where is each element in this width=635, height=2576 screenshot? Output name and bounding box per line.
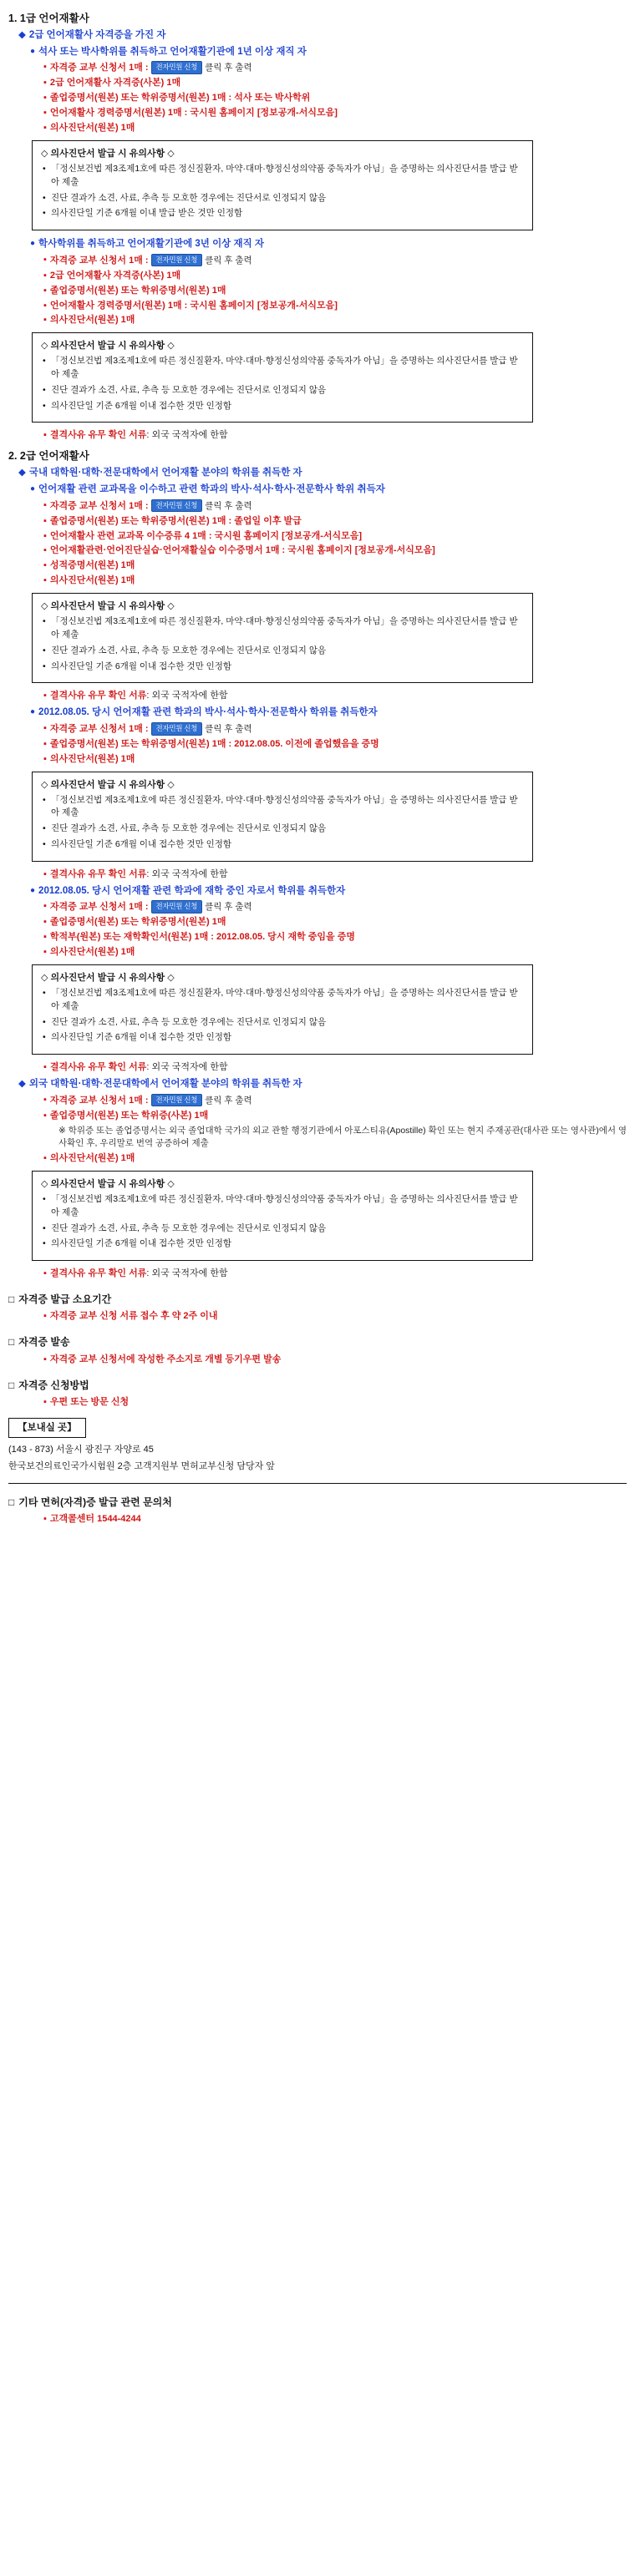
notice-item: • 의사진단일 기준 6개월 이내 접수한 것만 인정함 (41, 1237, 524, 1251)
doctor-certificate-notice-box (32, 1171, 533, 1261)
subsection-heading: ◆ 국내 대학원·대학·전문대학에서 언어재활 분야의 학위를 취득한 자 (18, 466, 635, 480)
group-heading: ● 석사 또는 박사학위를 취득하고 언어재활기관에 1년 이상 재직 자 (30, 46, 307, 57)
square-bullet-icon: ▪ (43, 1268, 47, 1278)
requirement-item: ▪ 의사진단서(원본) 1매 (43, 122, 635, 135)
square-bullet-icon: ▪ (43, 560, 47, 571)
requirement-item: ▪ 성적증명서(원본) 1매 (43, 559, 635, 573)
square-bullet-icon: ▪ (43, 123, 47, 134)
requirement-item: ▪ 의사진단서(원본) 1매 (43, 574, 635, 588)
square-bullet-icon: ▪ (43, 738, 47, 749)
circle-bullet-icon: ● (30, 707, 36, 717)
requirement-item: ▪ 자격증 교부 신청서 1매 : 전자민원 신청 클릭 후 출력 (43, 1094, 252, 1106)
footer-section-heading: □ 자격증 발송 (8, 1335, 635, 1349)
square-bullet-icon: ▪ (43, 300, 47, 311)
disqualification-note: ▪ 결격사유 유무 확인 서류: 외국 국적자에 한함 (43, 1268, 635, 1281)
requirement-item: ▪ 자격증 교부 신청서 1매 : 전자민원 신청 클릭 후 출력 (43, 62, 252, 73)
footer-item: ▪ 자격증 교부 신청서에 작성한 주소지로 개별 등기우편 발송 (43, 1354, 635, 1367)
square-outline-icon: □ (8, 1336, 15, 1349)
apostille-note: ※ 학위증 또는 졸업증명서는 외국 졸업대학 국가의 외교 관할 행정기관에서 아포스티유(Apostille) 확인 또는 현지 주재공관(대사관 또는 영사관)에서 영사확인 후, 우리말로 번역 공증하여 제출 (58, 1125, 627, 1149)
requirement-item: ▪ 언어재활사 관련 교과목 이수증류 4 1매 : 국시원 홈페이지 [정보공개-서식모음] (43, 530, 635, 544)
square-bullet-icon: ▪ (43, 545, 47, 556)
requirement-item: ▪ 의사진단서(원본) 1매 (43, 1152, 635, 1166)
diamond-bullet-icon: ◆ (18, 30, 26, 40)
square-bullet-icon: ▪ (43, 575, 47, 586)
mailing-address-block (8, 1418, 635, 1475)
square-bullet-icon: ▪ (43, 932, 47, 943)
circle-bullet-icon: ● (30, 239, 36, 249)
notice-item: • 의사진단일 기준 6개월 이내 발급 받은 것만 인정함 (41, 207, 524, 220)
contact-item: ▪ 고객콜센터 1544-4244 (43, 1513, 635, 1526)
notice-item: • 「정신보건법 제3조제1호에 따른 정신질환자, 마약·대마·향정신성의약품 중독자가 아님」을 증명하는 의사진단서를 발급 받아 제출 (41, 163, 524, 190)
notice-item: • 「정신보건법 제3조제1호에 따른 정신질환자, 마약·대마·향정신성의약품 중독자가 아님」을 증명하는 의사진단서를 발급 받아 제출 (41, 355, 524, 382)
requirement-item: ▪ 자격증 교부 신청서 1매 : 전자민원 신청 클릭 후 출력 (43, 722, 252, 734)
disqualification-note: ▪ 결격사유 유무 확인 서류: 외국 국적자에 한함 (43, 868, 635, 882)
requirement-item: ▪ 졸업증명서(원본) 또는 학위증(사본) 1매 (43, 1110, 635, 1123)
notice-item: • 의사진단일 기준 6개월 이내 접수한 것만 인정함 (41, 1031, 524, 1045)
square-bullet-icon: ▪ (43, 285, 47, 296)
square-bullet-icon: ▪ (43, 753, 47, 764)
square-bullet-icon: ▪ (43, 430, 47, 441)
requirement-item: ▪ 2급 언어재활사 자격증(사본) 1매 (43, 77, 635, 90)
square-bullet-icon: ▪ (43, 1354, 47, 1364)
eminwon-apply-button[interactable]: 전자민원 신청 (151, 900, 203, 913)
square-outline-icon: □ (8, 1293, 15, 1305)
notice-item: • 「정신보건법 제3조제1호에 따른 정신질환자, 마약·대마·향정신성의약품 중독자가 아님」을 증명하는 의사진단서를 발급 받아 제출 (41, 1193, 524, 1220)
doctor-certificate-notice-box (32, 140, 533, 230)
notice-box-title: ◇ 의사진단서 발급 시 유의사항 ◇ (41, 149, 175, 159)
disqualification-note: ▪ 결격사유 유무 확인 서류: 외국 국적자에 한함 (43, 429, 635, 443)
eminwon-apply-button[interactable]: 전자민원 신청 (151, 61, 203, 74)
requirement-item: ▪ 졸업증명서(원본) 또는 학위증명서(원본) 1매 (43, 916, 635, 929)
requirement-item: ▪ 2급 언어재활사 자격증(사본) 1매 (43, 270, 635, 283)
notice-item: • 「정신보건법 제3조제1호에 따른 정신질환자, 마약·대마·향정신성의약품 중독자가 아님」을 증명하는 의사진단서를 발급 받아 제출 (41, 987, 524, 1014)
notice-box-title: ◇ 의사진단서 발급 시 유의사항 ◇ (41, 1179, 175, 1189)
diamond-bullet-icon: ◆ (18, 468, 26, 478)
square-bullet-icon: ▪ (43, 1094, 47, 1105)
square-bullet-icon: ▪ (43, 1311, 47, 1322)
notice-item: • 의사진단일 기준 6개월 이내 접수한 것만 인정함 (41, 838, 524, 852)
notice-item: • 의사진단일 기준 6개월 이내 접수한 것만 인정함 (41, 400, 524, 413)
square-bullet-icon: ▪ (43, 78, 47, 89)
requirement-item: ▪ 의사진단서(원본) 1매 (43, 753, 635, 767)
requirement-item: ▪ 의사진단서(원본) 1매 (43, 946, 635, 959)
section-heading: 2. 2급 언어재활사 (8, 450, 89, 463)
square-bullet-icon: ▪ (43, 1153, 47, 1164)
eminwon-apply-button[interactable]: 전자민원 신청 (151, 1094, 203, 1107)
group-heading: ● 언어재활 관련 교과목을 이수하고 관련 학과의 박사·석사·학사·전문학사 학위 취득자 (30, 484, 385, 494)
requirement-item: ▪ 자격증 교부 신청서 1매 : 전자민원 신청 클릭 후 출력 (43, 254, 252, 266)
circle-bullet-icon: ● (30, 885, 36, 895)
square-bullet-icon: ▪ (43, 315, 47, 326)
eminwon-apply-button[interactable]: 전자민원 신청 (151, 499, 203, 513)
requirement-item: ▪ 학적부(원본) 또는 재학확인서(원본) 1매 : 2012.08.05. 당시 재학 중임을 증명 (43, 931, 635, 944)
square-outline-icon: □ (8, 1495, 15, 1508)
requirement-item: ▪ 졸업증명서(원본) 또는 학위증명서(원본) 1매 : 2012.08.05. 이전에 졸업했음을 증명 (43, 738, 635, 752)
notice-item: • 진단 결과가 소견, 사료, 추측 등 모호한 경우에는 진단서로 인정되지 않음 (41, 384, 524, 397)
divider (8, 1483, 627, 1484)
square-bullet-icon: ▪ (43, 270, 47, 281)
footer-section-heading: □ 자격증 발급 소요기간 (8, 1293, 635, 1307)
subsection-heading: ◆ 2급 언어재활사 자격증을 가진 자 (18, 28, 635, 43)
square-bullet-icon: ▪ (43, 868, 47, 879)
square-bullet-icon: ▪ (43, 947, 47, 958)
footer-item: ▪ 우편 또는 방문 신청 (43, 1396, 635, 1409)
square-bullet-icon: ▪ (43, 93, 47, 104)
square-bullet-icon: ▪ (43, 917, 47, 928)
doctor-certificate-notice-box (32, 593, 533, 683)
notice-item: • 진단 결과가 소견, 사료, 추측 등 모호한 경우에는 진단서로 인정되지 않음 (41, 1016, 524, 1030)
square-bullet-icon: ▪ (43, 530, 47, 541)
group-heading: ● 2012.08.05. 당시 언어재활 관련 학과의 박사·석사·학사·전문학사 학위를 취득한자 (30, 707, 378, 718)
disqualification-note: ▪ 결격사유 유무 확인 서류: 외국 국적자에 한함 (43, 690, 635, 703)
eminwon-apply-button[interactable]: 전자민원 신청 (151, 722, 203, 736)
footer-section-heading: □ 자격증 신청방법 (8, 1379, 635, 1393)
square-bullet-icon: ▪ (43, 1110, 47, 1121)
notice-item: • 진단 결과가 소견, 사료, 추측 등 모호한 경우에는 진단서로 인정되지 않음 (41, 1222, 524, 1236)
notice-box-title: ◇ 의사진단서 발급 시 유의사항 ◇ (41, 341, 175, 352)
square-bullet-icon: ▪ (43, 254, 47, 265)
disqualification-note: ▪ 결격사유 유무 확인 서류: 외국 국적자에 한함 (43, 1061, 635, 1075)
square-bullet-icon: ▪ (43, 1396, 47, 1407)
diamond-bullet-icon: ◆ (18, 1079, 26, 1090)
square-outline-icon: □ (8, 1379, 15, 1391)
notice-item: • 의사진단일 기준 6개월 이내 접수한 것만 인정함 (41, 660, 524, 674)
notice-box-title: ◇ 의사진단서 발급 시 유의사항 ◇ (41, 779, 175, 790)
notice-box-title: ◇ 의사진단서 발급 시 유의사항 ◇ (41, 973, 175, 984)
requirement-item: ▪ 졸업증명서(원본) 또는 학위증명서(원본) 1매 (43, 285, 635, 298)
square-bullet-icon: ▪ (43, 515, 47, 526)
group-heading: ● 2012.08.05. 당시 언어재활 관련 학과에 재학 중인 자로서 학위를 취득한자 (30, 885, 346, 896)
square-bullet-icon: ▪ (43, 1513, 47, 1524)
requirement-item: ▪ 의사진단서(원본) 1매 (43, 314, 635, 327)
notice-box-title: ◇ 의사진단서 발급 시 유의사항 ◇ (41, 601, 175, 612)
square-bullet-icon: ▪ (43, 499, 47, 510)
doctor-certificate-notice-box (32, 332, 533, 423)
notice-item: • 「정신보건법 제3조제1호에 따른 정신질환자, 마약·대마·향정신성의약품 중독자가 아님」을 증명하는 의사진단서를 발급 받아 제출 (41, 615, 524, 642)
requirement-item: ▪ 언어재활사 경력증명서(원본) 1매 : 국시원 홈페이지 [정보공개-서식모음] (43, 300, 635, 313)
mailing-address-title: 【보내실 곳】 (8, 1418, 86, 1438)
mailing-address-line: 한국보건의료인국가시험원 2층 고객지원부 면허교부신청 담당자 앞 (8, 1460, 275, 1471)
square-bullet-icon: ▪ (43, 62, 47, 73)
notice-item: • 진단 결과가 소견, 사료, 추측 등 모호한 경우에는 진단서로 인정되지 않음 (41, 192, 524, 205)
requirement-item: ▪ 자격증 교부 신청서 1매 : 전자민원 신청 클릭 후 출력 (43, 499, 252, 511)
doctor-certificate-notice-box (32, 772, 533, 862)
footer-item: ▪ 자격증 교부 신청 서류 접수 후 약 2주 이내 (43, 1310, 635, 1323)
requirement-item: ▪ 언어재활관련·언어진단실습·언어재활실습 이수증명서 1매 : 국시원 홈페이지 [정보공개-서식모음] (43, 544, 635, 558)
footer-section-heading: □ 기타 면허(자격)증 발급 관련 문의처 (8, 1495, 635, 1510)
requirement-item: ▪ 졸업증명서(원본) 또는 학위증명서(원본) 1매 : 졸업일 이후 발급 (43, 515, 635, 529)
square-bullet-icon: ▪ (43, 901, 47, 912)
notice-item: • 진단 결과가 소견, 사료, 추측 등 모호한 경우에는 진단서로 인정되지 않음 (41, 645, 524, 658)
section-heading: 1. 1급 언어재활사 (8, 13, 89, 24)
eminwon-apply-button[interactable]: 전자민원 신청 (151, 254, 203, 267)
square-bullet-icon: ▪ (43, 722, 47, 733)
requirement-item: ▪ 자격증 교부 신청서 1매 : 전자민원 신청 클릭 후 출력 (43, 901, 252, 913)
notice-item: • 진단 결과가 소견, 사료, 추측 등 모호한 경우에는 진단서로 인정되지 않음 (41, 822, 524, 836)
notice-item: • 「정신보건법 제3조제1호에 따른 정신질환자, 마약·대마·향정신성의약품 중독자가 아님」을 증명하는 의사진단서를 발급 받아 제출 (41, 794, 524, 821)
mailing-address-line: (143 - 873) 서울시 광진구 자양로 45 (8, 1445, 154, 1455)
square-bullet-icon: ▪ (43, 108, 47, 119)
circle-bullet-icon: ● (30, 484, 36, 493)
requirement-item: ▪ 언어재활사 경력증명서(원본) 1매 : 국시원 홈페이지 [정보공개-서식모음] (43, 107, 635, 120)
circle-bullet-icon: ● (30, 46, 36, 56)
subsection-heading: ◆ 외국 대학원·대학·전문대학에서 언어재활 분야의 학위를 취득한 자 (18, 1077, 635, 1091)
square-bullet-icon: ▪ (43, 691, 47, 701)
group-heading: ● 학사학위를 취득하고 언어재활기관에 3년 이상 재직 자 (30, 239, 265, 250)
square-bullet-icon: ▪ (43, 1062, 47, 1073)
doctor-certificate-notice-box (32, 964, 533, 1055)
requirement-item: ▪ 졸업증명서(원본) 또는 학위증명서(원본) 1매 : 석사 또는 박사학위 (43, 92, 635, 105)
